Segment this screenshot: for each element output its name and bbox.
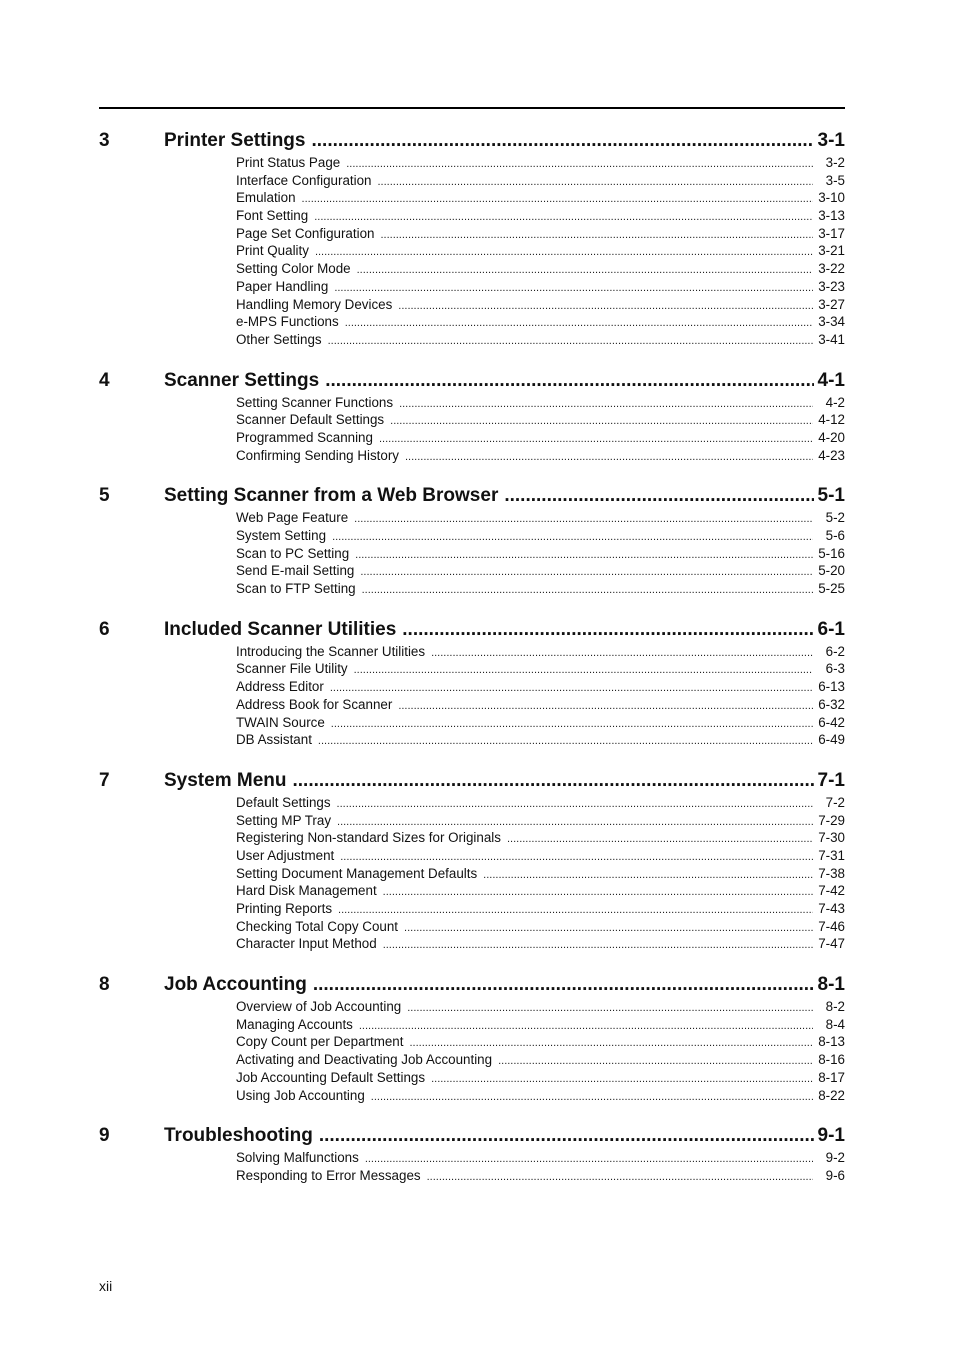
section-title: Programmed Scanning [236,429,373,445]
dot-leader [383,886,813,898]
section-page-number: 3-10 [818,190,845,206]
section-title: Print Quality [236,243,309,259]
chapter-number: 6 [99,618,110,640]
dot-leader [313,974,814,996]
dot-leader [427,1171,813,1183]
dot-leader [331,718,813,730]
section-entry[interactable] [236,715,845,733]
dot-leader [354,513,813,525]
section-entry[interactable] [236,546,845,564]
section-page-number: 7-29 [818,812,845,828]
chapter-title: Scanner Settings [164,369,320,391]
section-entry[interactable] [236,697,845,715]
section-page-number: 5-2 [825,510,845,526]
chapter-page-number: 3-1 [817,130,845,151]
section-entry[interactable] [236,173,845,191]
chapter-number: 7 [99,769,110,791]
dot-leader [398,300,813,312]
section-title: Overview of Job Accounting [236,999,402,1015]
chapter-number: 9 [99,1125,110,1147]
section-page-number: 7-30 [818,830,845,846]
section-title: Confirming Sending History [236,447,399,463]
section-title: Responding to Error Messages [236,1167,421,1183]
section-title: Character Input Method [236,936,377,952]
dot-leader [338,904,813,916]
section-list [236,795,845,954]
section-page-number: 3-27 [818,296,845,312]
section-page-number: 7-42 [818,883,845,899]
section-entry[interactable] [236,395,845,413]
toc-chapter [99,974,845,1105]
section-title: Address Editor [236,679,324,695]
section-list [236,1150,845,1185]
dot-leader [431,1073,813,1085]
section-page-number: 3-34 [818,314,845,330]
section-entry[interactable] [236,1070,845,1088]
section-entry[interactable] [236,243,845,261]
chapter-page-number: 8-1 [817,974,845,996]
section-entry[interactable] [236,279,845,297]
section-title: Registering Non-standard Sizes for Originals [236,830,501,846]
dot-leader [507,833,813,845]
section-page-number: 5-16 [818,545,845,561]
section-page-number: 5-25 [818,581,845,597]
section-title: DB Assistant [236,732,312,748]
section-entry[interactable] [236,644,845,662]
section-entry[interactable] [236,190,845,208]
section-entry[interactable] [236,510,845,528]
chapter-title: Printer Settings [164,130,306,151]
section-title: Handling Memory Devices [236,296,393,312]
section-title: Address Book for Scanner [236,696,393,712]
chapter-entry[interactable] [99,130,845,155]
dot-leader [360,566,813,578]
dot-leader [504,485,813,507]
chapter-entry[interactable] [99,1125,845,1150]
section-title: Web Page Feature [236,510,349,526]
section-entry[interactable] [236,261,845,279]
header-rule [99,107,845,109]
dot-leader [330,682,813,694]
section-page-number: 5-20 [818,563,845,579]
section-entry[interactable] [236,1052,845,1070]
section-entry[interactable] [236,795,845,813]
section-entry[interactable] [236,563,845,581]
section-entry[interactable] [236,581,845,599]
section-list [236,155,845,350]
section-title: Setting Color Mode [236,261,351,277]
dot-leader [404,922,813,934]
section-title: Checking Total Copy Count [236,918,399,934]
section-title: Hard Disk Management [236,883,377,899]
chapter-page-number: 7-1 [817,769,845,791]
section-page-number: 3-23 [818,278,845,294]
dot-leader [405,451,813,463]
section-page-number: 3-13 [818,208,845,224]
chapter-entry[interactable] [99,770,845,795]
section-page-number: 7-2 [825,794,845,810]
section-page-number: 7-47 [818,936,845,952]
section-title: Default Settings [236,794,331,810]
dot-leader [380,229,813,241]
section-page-number: 3-41 [818,331,845,347]
section-entry[interactable] [236,919,845,937]
dot-leader [354,664,813,676]
section-page-number: 8-13 [818,1034,845,1050]
dot-leader [399,398,813,410]
dot-leader [498,1055,813,1067]
section-entry[interactable] [236,314,845,332]
section-title: Send E-mail Setting [236,563,355,579]
section-entry[interactable] [236,1168,845,1186]
section-page-number: 8-22 [818,1087,845,1103]
chapter-title: Setting Scanner from a Web Browser [164,485,499,507]
dot-leader [431,647,813,659]
section-title: Print Status Page [236,155,341,170]
section-entry[interactable] [236,999,845,1017]
section-page-number: 9-6 [825,1167,845,1183]
section-entry[interactable] [236,1034,845,1052]
toc-chapter [99,370,845,466]
section-entry[interactable] [236,528,845,546]
section-page-number: 6-3 [825,661,845,677]
section-page-number: 7-43 [818,901,845,916]
section-page-number: 8-2 [825,999,845,1015]
dot-leader [357,264,813,276]
chapter-page-number: 9-1 [817,1125,845,1147]
section-page-number: 8-4 [825,1016,845,1032]
section-title: e-MPS Functions [236,314,339,330]
section-entry[interactable] [236,936,845,954]
section-entry[interactable] [236,830,845,848]
section-page-number: 4-20 [818,429,845,445]
dot-leader [302,193,813,205]
section-page-number: 5-6 [825,528,845,543]
section-title: User Adjustment [236,847,335,863]
section-entry[interactable] [236,1150,845,1168]
section-entry[interactable] [236,866,845,884]
section-entry[interactable] [236,732,845,750]
dot-leader [407,1002,813,1014]
section-entry[interactable] [236,430,845,448]
dot-leader [318,735,813,747]
section-title: Paper Handling [236,278,329,294]
section-title: Setting Scanner Functions [236,394,394,410]
section-title: Setting Document Management Defaults [236,865,478,881]
dot-leader [346,158,813,170]
chapter-number: 3 [99,130,110,151]
section-page-number: 6-13 [818,679,845,695]
chapter-number: 4 [99,369,110,391]
dot-leader [398,700,813,712]
toc-chapter [99,130,845,350]
chapter-entry[interactable] [99,974,845,999]
dot-leader [409,1037,813,1049]
toc-chapter [99,1125,845,1185]
chapter-title: Troubleshooting [164,1125,313,1147]
section-entry[interactable] [236,883,845,901]
section-title: Font Setting [236,208,309,224]
section-page-number: 3-17 [818,225,845,241]
section-page-number: 4-2 [825,394,845,410]
section-title: TWAIN Source [236,714,325,730]
section-entry[interactable] [236,848,845,866]
chapter-title: Included Scanner Utilities [164,618,397,640]
chapter-page-number: 4-1 [817,369,845,391]
section-entry[interactable] [236,679,845,697]
section-title: Page Set Configuration [236,225,375,241]
section-title: System Setting [236,528,327,543]
section-list [236,644,845,750]
dot-leader [383,939,813,951]
section-list [236,510,845,598]
section-entry[interactable] [236,1017,845,1035]
dot-leader [325,370,813,392]
chapter-number: 5 [99,485,110,507]
section-title: Scanner File Utility [236,661,348,677]
section-list [236,395,845,466]
toc-chapter [99,485,845,598]
section-page-number: 4-12 [818,412,845,428]
section-page-number: 6-32 [818,696,845,712]
section-title: Activating and Deactivating Job Accounting [236,1052,493,1068]
section-page-number: 6-2 [825,643,845,659]
section-entry[interactable] [236,155,845,173]
dot-leader [355,549,813,561]
dot-leader [371,1091,813,1103]
chapter-title: Job Accounting [164,974,307,996]
dot-leader [332,531,813,543]
dot-leader [402,619,813,641]
section-page-number: 4-23 [818,447,845,463]
section-title: Solving Malfunctions [236,1150,359,1166]
dot-leader [337,798,813,810]
dot-leader [365,1153,813,1165]
dot-leader [359,1020,813,1032]
chapter-page-number: 6-1 [817,618,845,640]
section-entry[interactable] [236,813,845,831]
dot-leader [319,1125,814,1147]
section-entry[interactable] [236,332,845,350]
section-entry[interactable] [236,901,845,919]
section-page-number: 3-5 [825,172,845,188]
dot-leader [315,246,813,258]
section-page-number: 9-2 [825,1150,845,1166]
section-entry[interactable] [236,412,845,430]
toc-chapter [99,770,845,954]
dot-leader [345,317,813,329]
section-page-number: 7-46 [818,918,845,934]
section-page-number: 6-49 [818,732,845,748]
dot-leader [334,282,813,294]
section-page-number: 8-17 [818,1069,845,1085]
section-title: Setting MP Tray [236,812,332,828]
dot-leader [337,816,813,828]
dot-leader [340,851,813,863]
dot-leader [328,335,813,347]
section-entry[interactable] [236,1088,845,1106]
dot-leader [377,176,813,188]
section-title: Introducing the Scanner Utilities [236,643,426,659]
dot-leader [311,130,813,152]
section-entry[interactable] [236,208,845,226]
section-page-number: 3-2 [825,155,845,170]
section-page-number: 3-22 [818,261,845,277]
section-title: Interface Configuration [236,172,372,188]
section-title: Copy Count per Department [236,1034,404,1050]
toc-chapter [99,619,845,750]
chapter-entry[interactable] [99,370,845,395]
chapter-title: System Menu [164,769,287,791]
section-title: Scan to PC Setting [236,545,350,561]
section-entry[interactable] [236,226,845,244]
table-of-contents [99,130,845,1206]
chapter-entry[interactable] [99,485,845,510]
dot-leader [483,869,813,881]
dot-leader [390,415,813,427]
section-list [236,999,845,1105]
section-entry[interactable] [236,448,845,466]
section-title: Using Job Accounting [236,1087,365,1103]
section-page-number: 8-16 [818,1052,845,1068]
dot-leader [314,211,813,223]
section-entry[interactable] [236,661,845,679]
chapter-page-number: 5-1 [817,485,845,507]
chapter-number: 8 [99,974,110,996]
dot-leader [379,433,813,445]
section-page-number: 7-31 [818,847,845,863]
section-title: Job Accounting Default Settings [236,1069,426,1085]
section-title: Other Settings [236,331,322,347]
section-title: Scan to FTP Setting [236,581,356,597]
section-page-number: 6-42 [818,714,845,730]
section-page-number: 3-21 [818,243,845,259]
dot-leader [362,584,813,596]
chapter-entry[interactable] [99,619,845,644]
section-entry[interactable] [236,297,845,315]
dot-leader [292,770,813,792]
section-title: Scanner Default Settings [236,412,385,428]
section-title: Managing Accounts [236,1016,353,1032]
section-title: Emulation [236,190,296,206]
section-page-number: 7-38 [818,865,845,881]
page-number: xii [99,1278,113,1294]
section-title: Printing Reports [236,901,333,916]
